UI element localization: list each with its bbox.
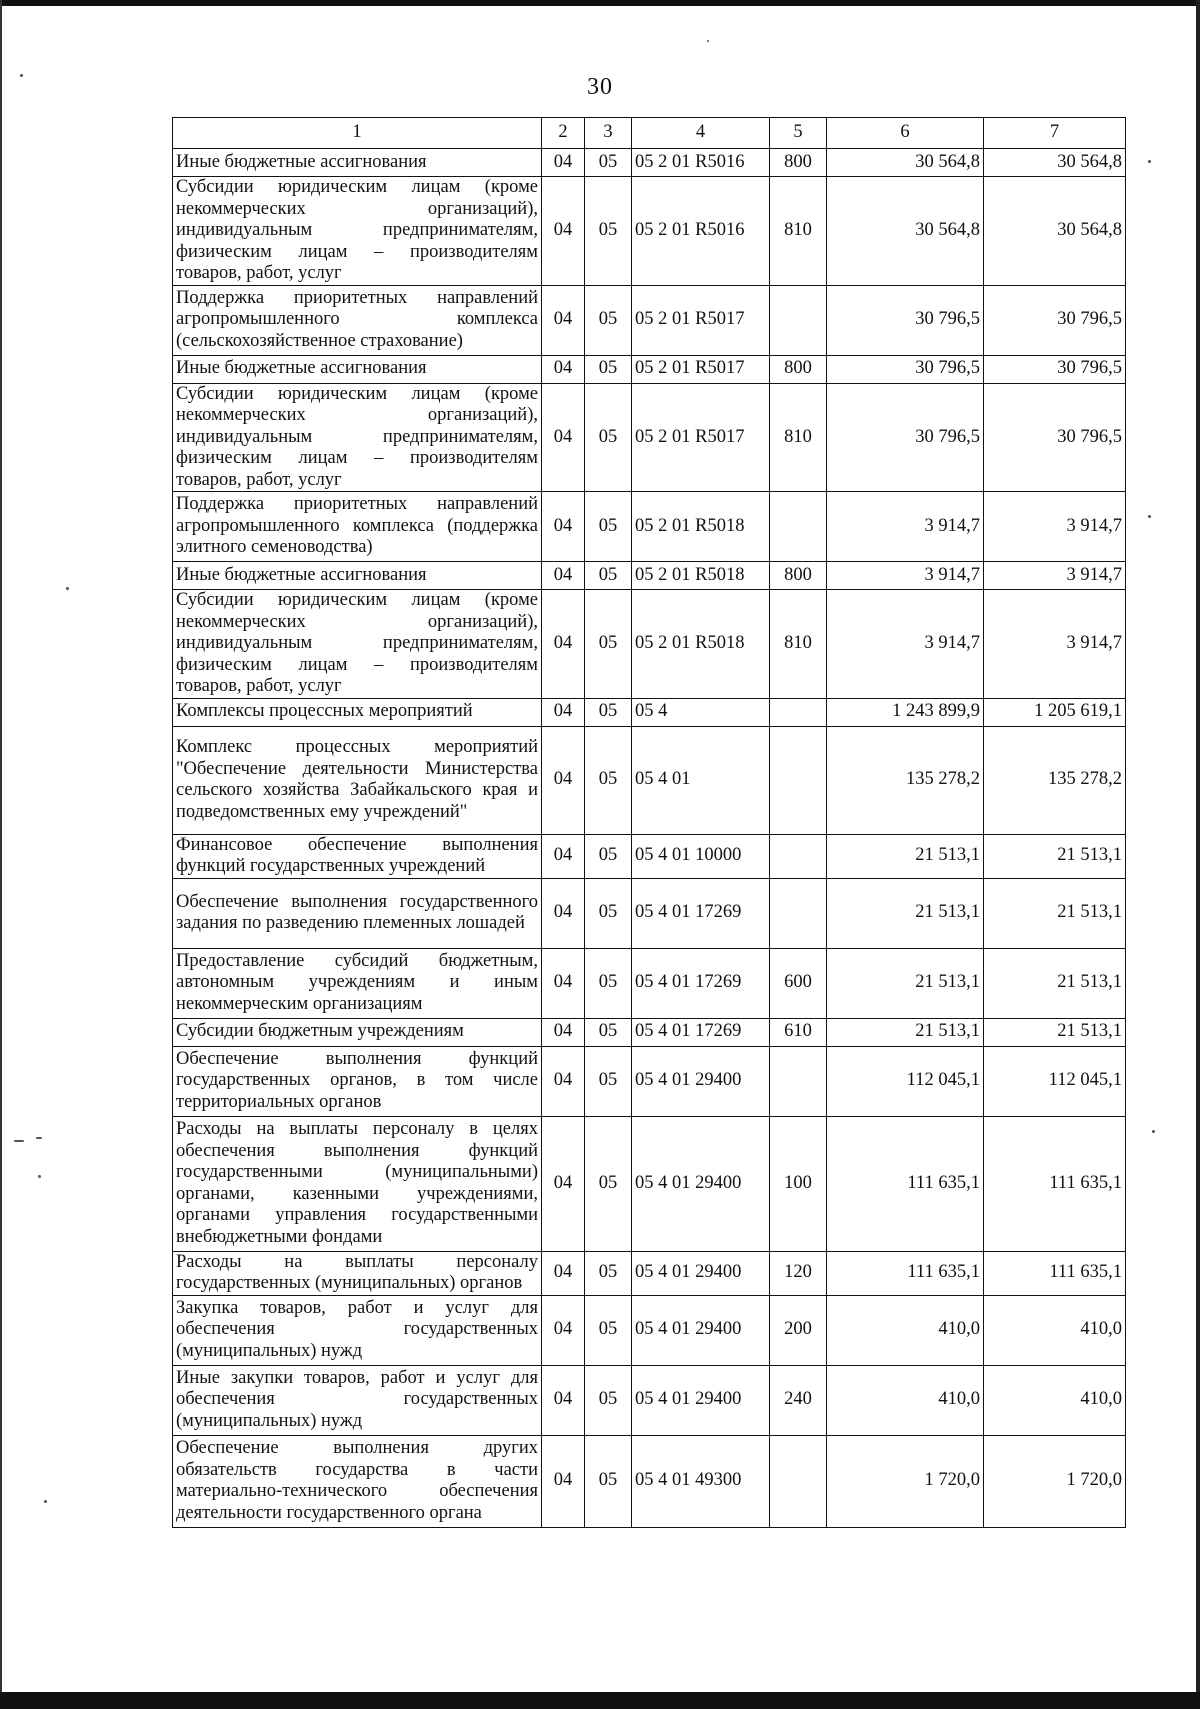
row-expense-type-cell bbox=[770, 285, 827, 355]
row-target-article-cell: 05 4 01 bbox=[632, 726, 770, 834]
row-subsection-cell: 05 bbox=[585, 562, 632, 590]
row-name-cell: Финансовое обеспечение выполнения функций государственных учреждений bbox=[173, 834, 542, 878]
row-subsection-cell: 05 bbox=[585, 177, 632, 286]
table-row bbox=[173, 562, 1126, 590]
row-section-cell: 04 bbox=[542, 948, 585, 1018]
row-amount-year1-cell: 1 720,0 bbox=[827, 1435, 984, 1527]
row-amount-year1-cell: 30 796,5 bbox=[827, 355, 984, 383]
row-subsection-cell: 05 bbox=[585, 1116, 632, 1251]
table-row bbox=[173, 1295, 1126, 1365]
row-amount-year2-cell: 21 513,1 bbox=[984, 948, 1126, 1018]
row-expense-type-cell bbox=[770, 1435, 827, 1527]
row-target-article-cell: 05 2 01 R5017 bbox=[632, 355, 770, 383]
row-subsection-cell: 05 bbox=[585, 383, 632, 492]
table-row bbox=[173, 698, 1126, 726]
scan-speck bbox=[1148, 160, 1151, 163]
column-header-1: 1 bbox=[173, 118, 542, 149]
row-name-cell: Субсидии юридическим лицам (кроме некоммерческих организаций), индивидуальным предпринимателям, физическим лицам – производителям товаров, работ, услуг bbox=[173, 590, 542, 699]
row-amount-year1-cell: 1 243 899,9 bbox=[827, 698, 984, 726]
row-expense-type-cell bbox=[770, 726, 827, 834]
row-name-cell: Обеспечение выполнения других обязательств государства в части материально-технического обеспечения деятельности государственного органа bbox=[173, 1435, 542, 1527]
row-target-article-cell: 05 4 01 29400 bbox=[632, 1046, 770, 1116]
table-row bbox=[173, 590, 1126, 699]
row-section-cell: 04 bbox=[542, 698, 585, 726]
row-section-cell: 04 bbox=[542, 590, 585, 699]
row-subsection-cell: 05 bbox=[585, 726, 632, 834]
table-row bbox=[173, 726, 1126, 834]
row-target-article-cell: 05 2 01 R5016 bbox=[632, 149, 770, 177]
row-expense-type-cell: 240 bbox=[770, 1365, 827, 1435]
row-amount-year1-cell: 21 513,1 bbox=[827, 948, 984, 1018]
scan-speck bbox=[1152, 1130, 1155, 1133]
row-name-cell: Предоставление субсидий бюджетным, автономным учреждениям и иным некоммерческим организациям bbox=[173, 948, 542, 1018]
row-amount-year1-cell: 30 796,5 bbox=[827, 285, 984, 355]
table-row bbox=[173, 1365, 1126, 1435]
row-section-cell: 04 bbox=[542, 834, 585, 878]
table-row bbox=[173, 834, 1126, 878]
row-target-article-cell: 05 2 01 R5017 bbox=[632, 383, 770, 492]
row-amount-year1-cell: 3 914,7 bbox=[827, 590, 984, 699]
table-row bbox=[173, 1018, 1126, 1046]
row-amount-year2-cell: 111 635,1 bbox=[984, 1251, 1126, 1295]
row-amount-year1-cell: 21 513,1 bbox=[827, 1018, 984, 1046]
row-section-cell: 04 bbox=[542, 383, 585, 492]
row-expense-type-cell: 100 bbox=[770, 1116, 827, 1251]
table-row bbox=[173, 285, 1126, 355]
row-section-cell: 04 bbox=[542, 1435, 585, 1527]
row-amount-year1-cell: 112 045,1 bbox=[827, 1046, 984, 1116]
row-target-article-cell: 05 2 01 R5018 bbox=[632, 492, 770, 562]
row-expense-type-cell: 610 bbox=[770, 1018, 827, 1046]
row-expense-type-cell: 810 bbox=[770, 383, 827, 492]
row-amount-year1-cell: 30 796,5 bbox=[827, 383, 984, 492]
row-subsection-cell: 05 bbox=[585, 1046, 632, 1116]
scan-speck bbox=[38, 1175, 41, 1178]
row-section-cell: 04 bbox=[542, 149, 585, 177]
row-subsection-cell: 05 bbox=[585, 1251, 632, 1295]
row-target-article-cell: 05 4 01 10000 bbox=[632, 834, 770, 878]
row-subsection-cell: 05 bbox=[585, 1295, 632, 1365]
row-name-cell: Расходы на выплаты персоналу в целях обеспечения выполнения функций государственными (муниципальными) органами, казенными учреждениями, органами управления государственными внебюджетными фондами bbox=[173, 1116, 542, 1251]
row-amount-year1-cell: 410,0 bbox=[827, 1295, 984, 1365]
row-name-cell: Иные бюджетные ассигнования bbox=[173, 562, 542, 590]
row-amount-year2-cell: 410,0 bbox=[984, 1365, 1126, 1435]
scan-speck bbox=[36, 1137, 42, 1139]
table-row bbox=[173, 355, 1126, 383]
column-header-7: 7 bbox=[984, 118, 1126, 149]
row-target-article-cell: 05 2 01 R5016 bbox=[632, 177, 770, 286]
row-target-article-cell: 05 4 bbox=[632, 698, 770, 726]
row-section-cell: 04 bbox=[542, 878, 585, 948]
row-target-article-cell: 05 4 01 29400 bbox=[632, 1295, 770, 1365]
row-subsection-cell: 05 bbox=[585, 149, 632, 177]
row-subsection-cell: 05 bbox=[585, 698, 632, 726]
row-expense-type-cell: 120 bbox=[770, 1251, 827, 1295]
column-header-6: 6 bbox=[827, 118, 984, 149]
row-name-cell: Субсидии юридическим лицам (кроме некоммерческих организаций), индивидуальным предпринимателям, физическим лицам – производителям товаров, работ, услуг bbox=[173, 177, 542, 286]
row-subsection-cell: 05 bbox=[585, 878, 632, 948]
row-section-cell: 04 bbox=[542, 285, 585, 355]
row-target-article-cell: 05 4 01 29400 bbox=[632, 1251, 770, 1295]
row-subsection-cell: 05 bbox=[585, 948, 632, 1018]
column-header-4: 4 bbox=[632, 118, 770, 149]
row-amount-year2-cell: 3 914,7 bbox=[984, 590, 1126, 699]
row-amount-year2-cell: 21 513,1 bbox=[984, 878, 1126, 948]
row-target-article-cell: 05 4 01 29400 bbox=[632, 1116, 770, 1251]
row-amount-year2-cell: 3 914,7 bbox=[984, 562, 1126, 590]
row-amount-year2-cell: 410,0 bbox=[984, 1295, 1126, 1365]
row-expense-type-cell bbox=[770, 878, 827, 948]
row-subsection-cell: 05 bbox=[585, 1435, 632, 1527]
budget-table bbox=[172, 117, 1126, 1528]
scan-speck bbox=[707, 40, 709, 42]
row-amount-year1-cell: 30 564,8 bbox=[827, 177, 984, 286]
row-target-article-cell: 05 4 01 17269 bbox=[632, 1018, 770, 1046]
table-row bbox=[173, 383, 1126, 492]
table-row bbox=[173, 1435, 1126, 1527]
row-amount-year2-cell: 1 205 619,1 bbox=[984, 698, 1126, 726]
row-name-cell: Обеспечение выполнения государственного задания по разведению племенных лошадей bbox=[173, 878, 542, 948]
row-expense-type-cell: 200 bbox=[770, 1295, 827, 1365]
row-amount-year2-cell: 111 635,1 bbox=[984, 1116, 1126, 1251]
table-row bbox=[173, 1046, 1126, 1116]
row-name-cell: Обеспечение выполнения функций государственных органов, в том числе территориальных органов bbox=[173, 1046, 542, 1116]
row-name-cell: Расходы на выплаты персоналу государственных (муниципальных) органов bbox=[173, 1251, 542, 1295]
row-amount-year2-cell: 1 720,0 bbox=[984, 1435, 1126, 1527]
row-name-cell: Иные бюджетные ассигнования bbox=[173, 355, 542, 383]
row-name-cell: Иные закупки товаров, работ и услуг для обеспечения государственных (муниципальных) нужд bbox=[173, 1365, 542, 1435]
row-expense-type-cell: 600 bbox=[770, 948, 827, 1018]
row-name-cell: Субсидии юридическим лицам (кроме некоммерческих организаций), индивидуальным предпринимателям, физическим лицам – производителям товаров, работ, услуг bbox=[173, 383, 542, 492]
scan-right-edge bbox=[1196, 0, 1200, 1709]
scan-speck bbox=[1148, 515, 1151, 518]
row-subsection-cell: 05 bbox=[585, 355, 632, 383]
row-amount-year1-cell: 111 635,1 bbox=[827, 1251, 984, 1295]
row-target-article-cell: 05 2 01 R5018 bbox=[632, 562, 770, 590]
row-name-cell: Комплексы процессных мероприятий bbox=[173, 698, 542, 726]
table-row bbox=[173, 878, 1126, 948]
row-expense-type-cell: 800 bbox=[770, 149, 827, 177]
row-section-cell: 04 bbox=[542, 562, 585, 590]
row-amount-year2-cell: 21 513,1 bbox=[984, 834, 1126, 878]
row-target-article-cell: 05 2 01 R5018 bbox=[632, 590, 770, 699]
row-amount-year2-cell: 112 045,1 bbox=[984, 1046, 1126, 1116]
row-section-cell: 04 bbox=[542, 1046, 585, 1116]
row-expense-type-cell: 800 bbox=[770, 355, 827, 383]
row-amount-year1-cell: 3 914,7 bbox=[827, 492, 984, 562]
table-row bbox=[173, 1251, 1126, 1295]
row-amount-year2-cell: 30 796,5 bbox=[984, 355, 1126, 383]
column-header-3: 3 bbox=[585, 118, 632, 149]
row-amount-year2-cell: 30 796,5 bbox=[984, 285, 1126, 355]
row-section-cell: 04 bbox=[542, 1251, 585, 1295]
row-amount-year1-cell: 410,0 bbox=[827, 1365, 984, 1435]
row-amount-year2-cell: 30 564,8 bbox=[984, 149, 1126, 177]
row-amount-year1-cell: 30 564,8 bbox=[827, 149, 984, 177]
row-section-cell: 04 bbox=[542, 492, 585, 562]
table-row bbox=[173, 492, 1126, 562]
row-subsection-cell: 05 bbox=[585, 492, 632, 562]
row-target-article-cell: 05 4 01 29400 bbox=[632, 1365, 770, 1435]
row-amount-year2-cell: 135 278,2 bbox=[984, 726, 1126, 834]
row-amount-year1-cell: 21 513,1 bbox=[827, 834, 984, 878]
row-subsection-cell: 05 bbox=[585, 834, 632, 878]
table-row bbox=[173, 149, 1126, 177]
row-target-article-cell: 05 4 01 17269 bbox=[632, 948, 770, 1018]
row-name-cell: Поддержка приоритетных направлений агропромышленного комплекса (поддержка элитного семеноводства) bbox=[173, 492, 542, 562]
row-subsection-cell: 05 bbox=[585, 590, 632, 699]
scan-speck bbox=[44, 1500, 47, 1503]
row-target-article-cell: 05 2 01 R5017 bbox=[632, 285, 770, 355]
scan-left-edge bbox=[0, 0, 2, 1709]
row-amount-year2-cell: 21 513,1 bbox=[984, 1018, 1126, 1046]
table-row bbox=[173, 177, 1126, 286]
row-name-cell: Закупка товаров, работ и услуг для обеспечения государственных (муниципальных) нужд bbox=[173, 1295, 542, 1365]
row-section-cell: 04 bbox=[542, 726, 585, 834]
row-amount-year1-cell: 21 513,1 bbox=[827, 878, 984, 948]
column-header-2: 2 bbox=[542, 118, 585, 149]
row-section-cell: 04 bbox=[542, 1365, 585, 1435]
table-row bbox=[173, 948, 1126, 1018]
row-section-cell: 04 bbox=[542, 1295, 585, 1365]
scan-top-border bbox=[0, 0, 1200, 6]
row-subsection-cell: 05 bbox=[585, 285, 632, 355]
row-expense-type-cell: 810 bbox=[770, 590, 827, 699]
scan-bottom-border bbox=[0, 1692, 1200, 1709]
row-expense-type-cell bbox=[770, 834, 827, 878]
scan-speck bbox=[66, 587, 69, 590]
row-section-cell: 04 bbox=[542, 1018, 585, 1046]
row-amount-year2-cell: 3 914,7 bbox=[984, 492, 1126, 562]
row-name-cell: Субсидии бюджетным учреждениям bbox=[173, 1018, 542, 1046]
row-section-cell: 04 bbox=[542, 355, 585, 383]
scan-speck bbox=[14, 1140, 24, 1142]
table-header-row bbox=[173, 118, 1126, 149]
table-body bbox=[173, 149, 1126, 1528]
row-subsection-cell: 05 bbox=[585, 1018, 632, 1046]
row-name-cell: Поддержка приоритетных направлений агропромышленного комплекса (сельскохозяйственное страхование) bbox=[173, 285, 542, 355]
row-target-article-cell: 05 4 01 17269 bbox=[632, 878, 770, 948]
row-section-cell: 04 bbox=[542, 177, 585, 286]
row-section-cell: 04 bbox=[542, 1116, 585, 1251]
row-expense-type-cell bbox=[770, 1046, 827, 1116]
row-target-article-cell: 05 4 01 49300 bbox=[632, 1435, 770, 1527]
row-subsection-cell: 05 bbox=[585, 1365, 632, 1435]
table-row bbox=[173, 1116, 1126, 1251]
page-number: 30 bbox=[587, 74, 613, 100]
row-expense-type-cell bbox=[770, 698, 827, 726]
row-expense-type-cell: 800 bbox=[770, 562, 827, 590]
row-amount-year1-cell: 135 278,2 bbox=[827, 726, 984, 834]
row-expense-type-cell bbox=[770, 492, 827, 562]
row-amount-year1-cell: 3 914,7 bbox=[827, 562, 984, 590]
column-header-5: 5 bbox=[770, 118, 827, 149]
row-expense-type-cell: 810 bbox=[770, 177, 827, 286]
row-amount-year2-cell: 30 564,8 bbox=[984, 177, 1126, 286]
row-amount-year2-cell: 30 796,5 bbox=[984, 383, 1126, 492]
row-amount-year1-cell: 111 635,1 bbox=[827, 1116, 984, 1251]
row-name-cell: Иные бюджетные ассигнования bbox=[173, 149, 542, 177]
row-name-cell: Комплекс процессных мероприятий "Обеспечение деятельности Министерства сельского хозяйства Забайкальского края и подведомственных ему учреждений" bbox=[173, 726, 542, 834]
